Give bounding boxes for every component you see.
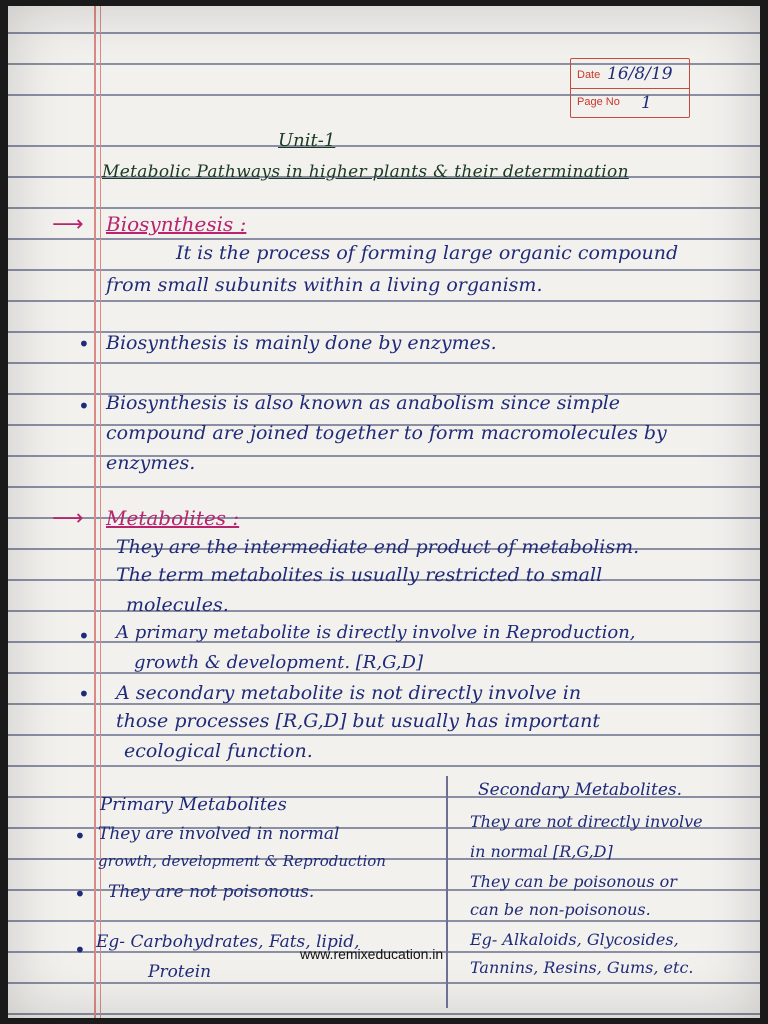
bullet-icon: • [78, 624, 90, 648]
metabolites-heading: Metabolites : [106, 506, 240, 530]
watermark: www.remixeducation.in [300, 946, 444, 962]
secondary-point-2-line-2: can be non-poisonous. [470, 900, 651, 919]
biosynthesis-point-2-line-3: enzymes. [106, 452, 196, 474]
primary-eg-line-2: Protein [148, 962, 212, 982]
biosynthesis-point-2-line-2: compound are joined together to form macromolecules by [106, 422, 667, 444]
metabolites-line-3: molecules. [126, 594, 229, 616]
primary-metabolite-line-2: growth & development. [R,G,D] [134, 652, 423, 673]
secondary-metabolite-line-2: those processes [R,G,D] but usually has important [116, 710, 600, 732]
notebook-page [8, 6, 760, 1018]
metabolites-line-1: They are the intermediate end product of metabolism. [116, 536, 640, 558]
date-value: 16/8/19 [607, 64, 673, 84]
primary-point-1-line-2: growth, development & Reproduction [98, 852, 386, 870]
bullet-icon: • [74, 938, 86, 962]
secondary-metabolite-line-1: A secondary metabolite is not directly involve in [116, 682, 582, 704]
secondary-point-1-line-2: in normal [R,G,D] [470, 842, 613, 861]
biosynthesis-point-2-line-1: Biosynthesis is also known as anabolism since simple [106, 392, 621, 414]
primary-eg-line-1: Eg- Carbohydrates, Fats, lipid, [96, 932, 360, 952]
arrow-icon: ⟶ [52, 506, 84, 531]
date-page-stamp [570, 58, 690, 118]
unit-title: Unit-1 [278, 130, 336, 151]
biosynthesis-line-1: It is the process of forming large organic compound [176, 242, 679, 264]
primary-point-2: They are not poisonous. [108, 882, 315, 902]
bullet-icon: • [78, 394, 90, 418]
page-no-value: 1 [641, 93, 652, 113]
biosynthesis-line-2: from small subunits within a living organism. [106, 274, 543, 296]
secondary-point-2-line-1: They can be poisonous or [470, 872, 677, 891]
column-divider [446, 776, 448, 1008]
page-no-label: Page No [577, 96, 620, 108]
primary-metabolites-heading: Primary Metabolites [100, 794, 287, 815]
date-label: Date [577, 69, 601, 81]
arrow-icon: ⟶ [52, 212, 84, 237]
stamp-divider [571, 88, 689, 89]
metabolites-line-2: The term metabolites is usually restricted to small [116, 564, 603, 586]
page-title: Metabolic Pathways in higher plants & their determination [102, 162, 629, 182]
secondary-eg-line-1: Eg- Alkaloids, Glycosides, [470, 930, 679, 949]
secondary-eg-line-2: Tannins, Resins, Gums, etc. [470, 958, 694, 977]
bullet-icon: • [78, 682, 90, 706]
bullet-icon: • [74, 882, 86, 906]
secondary-point-1-line-1: They are not directly involve [470, 812, 703, 831]
secondary-metabolite-line-3: ecological function. [124, 740, 313, 762]
primary-metabolite-line-1: A primary metabolite is directly involve in Reproduction, [116, 622, 636, 643]
biosynthesis-heading: Biosynthesis : [106, 212, 247, 236]
biosynthesis-point-1: Biosynthesis is mainly done by enzymes. [106, 332, 497, 354]
bullet-icon: • [78, 332, 90, 356]
secondary-metabolites-heading: Secondary Metabolites. [478, 780, 683, 800]
primary-point-1-line-1: They are involved in normal [98, 824, 340, 844]
bullet-icon: • [74, 824, 86, 848]
